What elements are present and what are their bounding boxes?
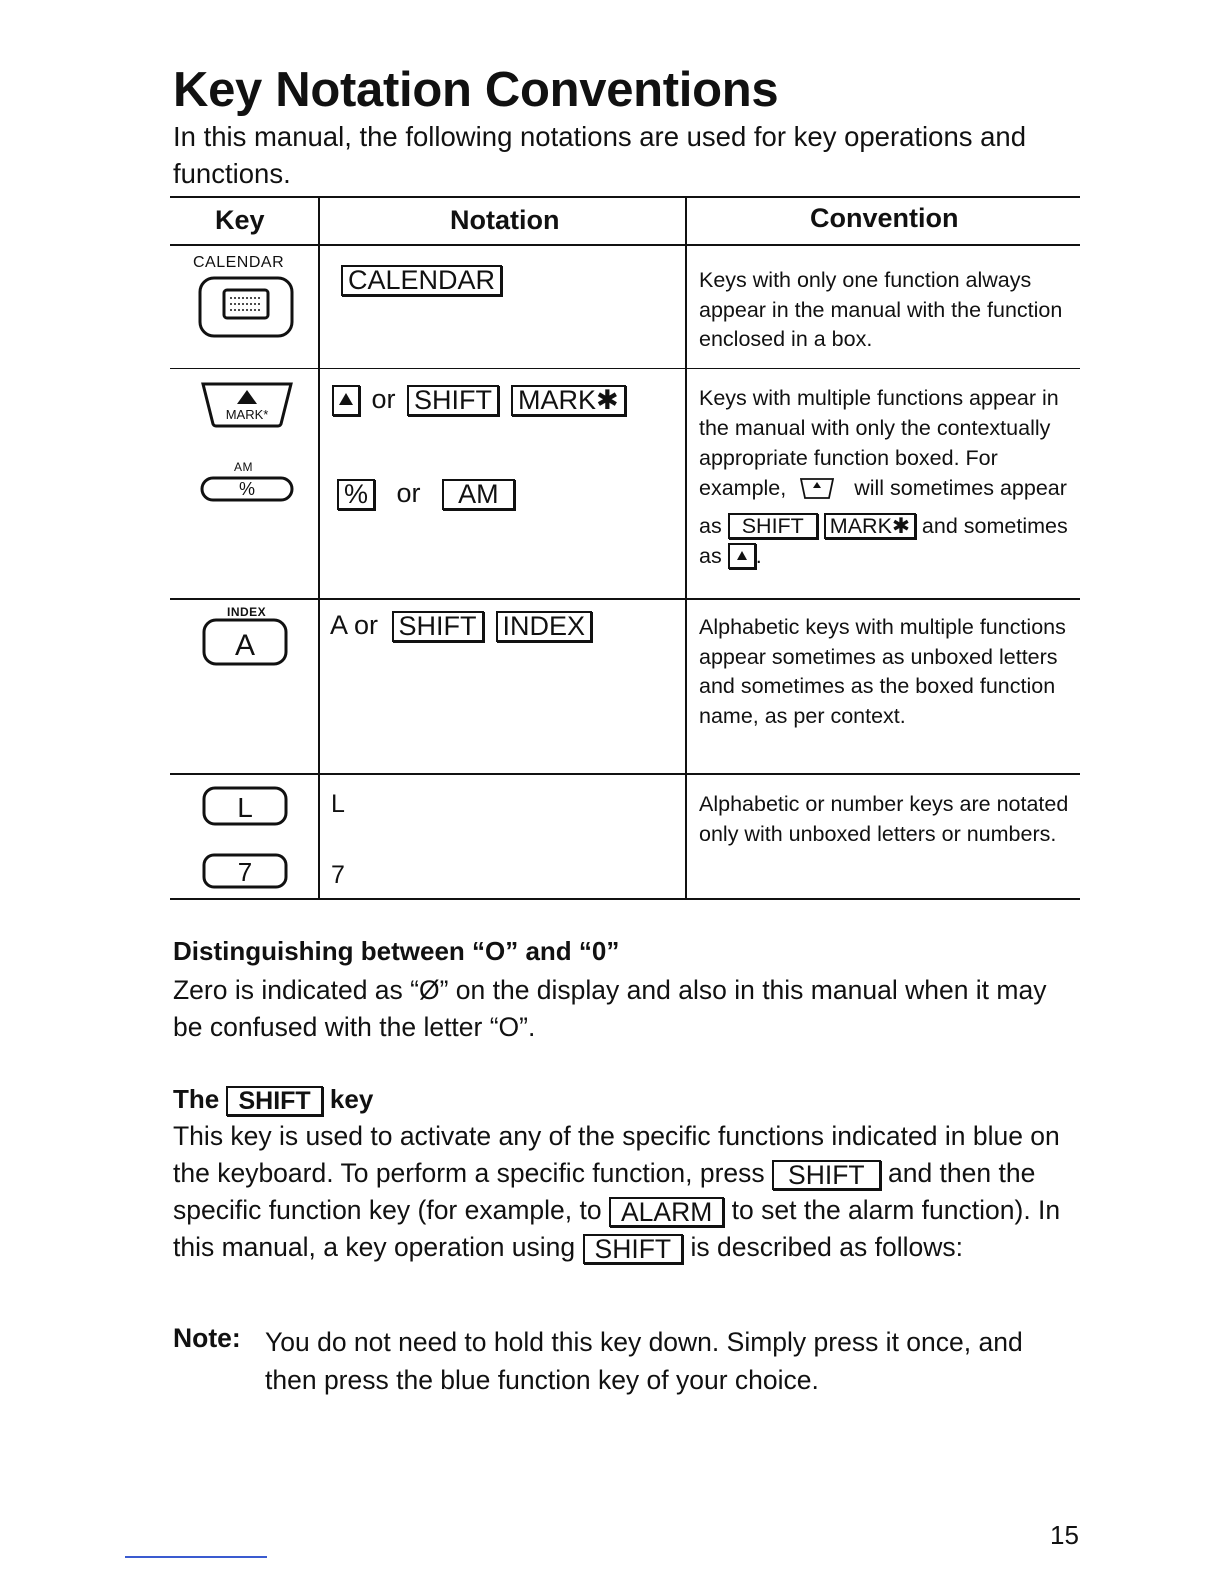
percent-key-icon	[200, 476, 294, 502]
convention-text: Keys with multiple functions appear in the manual with only the contextually appropriate function boxed. For example, will sometimes appear as SHIFT MARK✱ and sometimes as .	[699, 386, 1068, 568]
up-arrow-box	[332, 385, 360, 416]
distinguishing-heading: Distinguishing between “O” and “0”	[173, 936, 620, 966]
convention-text: Alphabetic keys with multiple functions appear sometimes as unboxed letters and sometimes as the boxed function name, as per context.	[699, 615, 1066, 728]
intro-paragraph: In this manual, the following notations are used for key operations and functions.	[173, 121, 1027, 189]
seven-key-icon	[202, 853, 288, 889]
shift-key-box: SHIFT	[728, 513, 818, 539]
calendar-key-icon	[198, 276, 296, 340]
mark-key-box: MARK✱	[511, 385, 626, 416]
column-divider	[318, 196, 320, 900]
shift-key-box: SHIFT	[583, 1234, 684, 1264]
shift-key-box: SHIFT	[407, 385, 499, 416]
l-key-icon	[202, 786, 288, 826]
a-key-icon	[202, 618, 288, 666]
index-notation: A or SHIFT INDEX	[330, 610, 592, 642]
am-key-box: AM	[442, 479, 515, 510]
calendar-key-label: CALENDAR	[193, 254, 285, 271]
row-divider	[170, 368, 1080, 369]
mark-key-label: MARK*	[225, 407, 269, 422]
shift-key-box: SHIFT	[226, 1086, 322, 1116]
footer-rule	[125, 1556, 267, 1558]
seven-notation: 7	[331, 861, 345, 889]
seven-key-label: 7	[237, 857, 253, 887]
mark-key-inline-icon	[800, 478, 834, 500]
l-key-label: L	[237, 792, 253, 823]
alarm-key-box: ALARM	[609, 1197, 724, 1227]
distinguishing-text: Zero is indicated as “Ø” on the display and also in this manual when it may be confused with the letter “O”.	[173, 975, 1047, 1042]
column-divider	[685, 196, 687, 900]
header-convention: Convention	[810, 203, 959, 233]
percent-key-box: %	[337, 479, 375, 510]
convention-text: Keys with only one function always appear in the manual with the function enclosed in a box.	[699, 268, 1063, 352]
mark-key-icon	[200, 382, 294, 428]
mark-key-box: MARK✱	[824, 513, 916, 539]
page-title: Key Notation Conventions	[173, 63, 779, 117]
index-key-box: INDEX	[496, 611, 593, 642]
l-notation: L	[331, 790, 345, 818]
percent-key-label: %	[238, 479, 256, 499]
convention-text: Alphabetic or number keys are notated only with unboxed letters or numbers.	[699, 792, 1069, 846]
table-bottom-rule	[170, 898, 1080, 900]
shift-key-box: SHIFT	[772, 1160, 881, 1190]
header-key: Key	[215, 205, 265, 235]
mark-notation	[332, 384, 626, 416]
table-header-rule	[170, 244, 1080, 246]
key-notation-table	[170, 196, 1080, 902]
shift-key-box: SHIFT	[392, 611, 484, 642]
or-text: or	[371, 384, 396, 414]
up-arrow-icon	[338, 387, 354, 409]
up-arrow-box	[728, 543, 756, 569]
calendar-key-box: CALENDAR	[341, 265, 502, 296]
row-divider	[170, 598, 1080, 600]
a-key-label: A	[234, 629, 256, 662]
or-text: or	[396, 478, 421, 508]
row-divider	[170, 773, 1080, 775]
note-text: You do not need to hold this key down. Simply press it once, and then press the blue function key of your choice.	[265, 1327, 1023, 1395]
note-label: Note:	[173, 1323, 241, 1353]
am-key-label: AM	[234, 460, 253, 474]
am-notation	[337, 478, 515, 510]
calendar-notation	[341, 264, 502, 296]
up-arrow-icon	[736, 547, 748, 563]
shift-heading: The SHIFT key	[173, 1084, 374, 1116]
page-number: 15	[1050, 1520, 1079, 1550]
table-top-rule	[170, 196, 1080, 198]
shift-text: This key is used to activate any of the specific functions indicated in blue on the keyboard. To perform a specific function, press SHIFT and then the specific function key (for example, to ALARM to set the alarm function). In this manual, a key operation using SHIFT is described as follows:	[173, 1121, 1061, 1264]
header-notation: Notation	[450, 205, 560, 235]
index-key-label: INDEX	[227, 605, 267, 619]
